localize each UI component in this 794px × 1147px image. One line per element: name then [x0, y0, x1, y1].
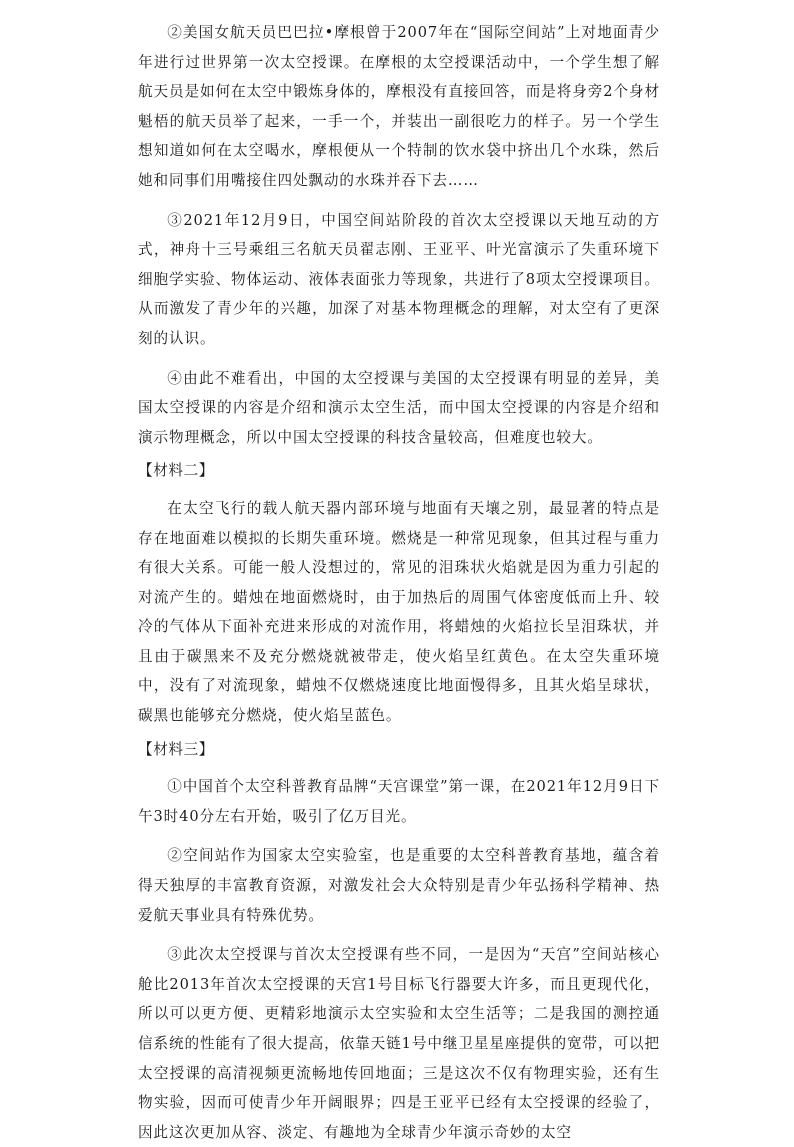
- material1-paragraph-3: ③2021年12月9日，中国空间站阶段的首次太空授课以天地互动的方式，神舟十三号乘组三名航天员翟志刚、王亚平、叶光富演示了失重环境下细胞学实验、物体运动、液体表面张力等现象，共进行了8项太空授课项目。从而激发了青少年的兴趣，加深了对基本物理概念的理解，对太空有了更深刻的认识。: [138, 211, 660, 347]
- material3-paragraph-3: ③此次太空授课与首次太空授课有些不同，一是因为“天宫”空间站核心舱比2013年首次太空授课的天宫1号目标飞行器要大许多，而且更现代化，所以可以更方便、更精彩地演示太空实验和太空生活等；二是我国的测控通信系统的性能有了很大提高，依靠天链1号中继卫星星座提供的宽带，可以把太空授课的高清视频更流畅地传回地面；三是这次不仅有物理实验，还有生物实验，因而可使青少年开阔眼界；四是王亚平已经有太空授课的经验了，因此这次更加从容、淡定、有趣地为全球青少年演示奇妙的太空: [138, 946, 660, 1141]
- material3-paragraph-2: ②空间站作为国家太空实验室，也是重要的太空科普教育基地，蕴含着得天独厚的丰富教育资源，对激发社会大众特别是青少年弘扬科学精神、热爱航天事业具有特殊优势。: [138, 847, 660, 924]
- material1-paragraph-4: ④由此不难看出，中国的太空授课与美国的太空授课有明显的差异，美国太空授课的内容是介绍和演示太空生活，而中国太空授课的内容是介绍和演示物理概念，所以中国太空授课的科技含量较高，但难度也较大。: [138, 369, 660, 446]
- material3-heading: 【材料三】: [138, 740, 214, 758]
- material2-paragraph-1: 在太空飞行的载人航天器内部环境与地面有天壤之别，最显著的特点是存在地面难以模拟的长期失重环境。燃烧是一种常见现象，但其过程与重力有很大关系。可能一般人没想过的，常见的泪珠状火焰就是因为重力引起的对流产生的。蜡烛在地面燃烧时，由于加热后的周围气体密度低而上升、较冷的气体从下面补充进来形成的对流作用，将蜡烛的火焰拉长呈泪珠状，并且由于碳黑来不及充分燃烧就被带走，使火焰呈红黄色。在太空失重环境中，没有了对流现象，蜡烛不仅燃烧速度比地面慢得多，且其火焰呈球状，碳黑也能够充分燃烧，使火焰呈蓝色。: [138, 499, 660, 725]
- material3-paragraph-1: ①中国首个太空科普教育品牌“天宫课堂”第一课，在2021年12月9日下午3时40分左右开始，吸引了亿万目光。: [138, 778, 660, 825]
- material2-heading: 【材料二】: [138, 462, 214, 480]
- material1-paragraph-2: ②美国女航天员巴巴拉•摩根曾于2007年在“国际空间站”上对地面青少年进行过世界第一次太空授课。在摩根的太空授课活动中，一个学生想了解航天员是如何在太空中锻炼身体的，摩根没有直接回答，而是将身旁2个身材魁梧的航天员举了起来，一手一个，并装出一副很吃力的样子。另一个学生想知道如何在太空喝水，摩根便从一个特制的饮水袋中挤出几个水珠，然后她和同事们用嘴接住四处飘动的水珠并吞下去……: [138, 24, 660, 189]
